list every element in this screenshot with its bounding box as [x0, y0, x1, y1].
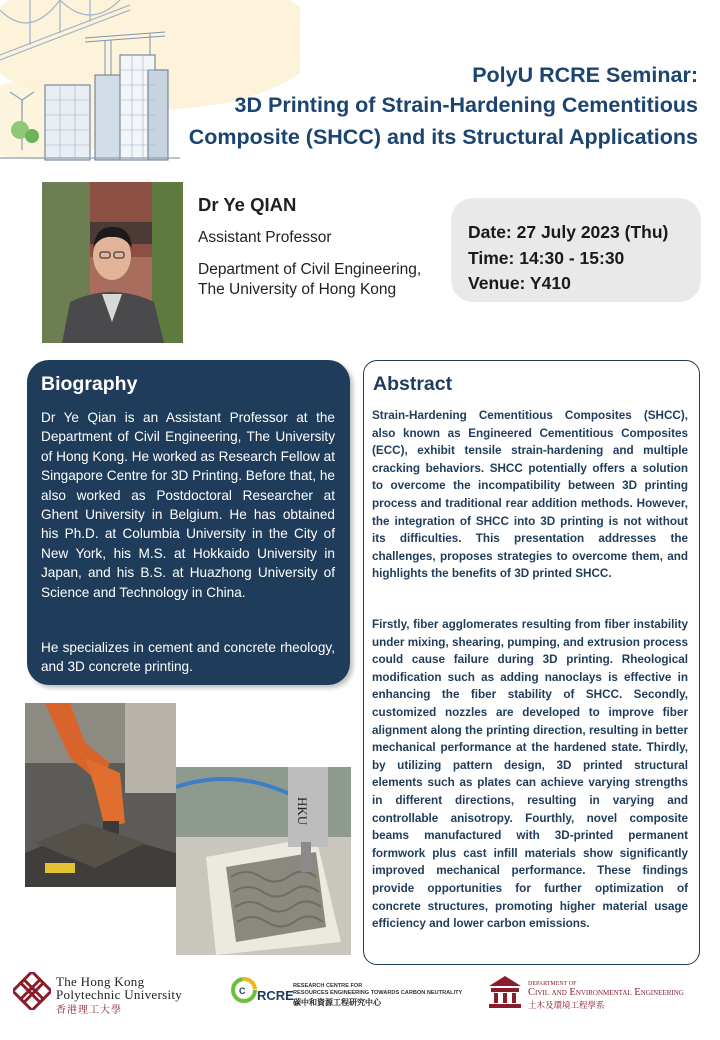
biography-panel	[27, 360, 350, 685]
rcre-abbrev: RCRE	[257, 988, 294, 1003]
seminar-title-line-2: 3D Printing of Strain-Hardening Cementitious	[234, 93, 698, 117]
speaker-photo	[42, 182, 183, 343]
svg-text:C: C	[239, 986, 246, 996]
cee-name-chinese: 土木及環境工程學系	[528, 1000, 605, 1010]
polyu-logo-icon	[13, 972, 51, 1010]
polyu-name-line1: The Hong Kong	[56, 974, 145, 989]
cee-name-line2: Civil and Environmental Engineering	[528, 987, 684, 998]
abstract-panel	[363, 360, 700, 965]
biography-paragraph-2: He specializes in cement and concrete rheology, and 3D concrete printing.	[41, 640, 335, 675]
event-info-box	[451, 198, 701, 302]
speaker-university: The University of Hong Kong	[198, 281, 397, 298]
event-venue: Venue: Y410	[468, 273, 571, 293]
seminar-title-line-3: Composite (SHCC) and its Structural Applications	[188, 125, 698, 149]
cee-logo-icon	[487, 974, 523, 1008]
biography-paragraph-1: Dr Ye Qian is an Assistant Professor at the Department of Civil Engineering, The University of Hong Kong. He worked as Research Fellow at Singapore Centre for 3D Printing. Before that, he also worked as Postdoctoral Researcher at Ghent University in Belgium. He has obtained his Ph.D. at Columbia University in the City of New York, his M.S. at Hokkaido University in Japan, and his B.S. at Huazhong University of Science and Technology in China.	[41, 410, 335, 600]
rcre-full-name-line2: RESOURCES ENGINEERING TOWARDS CARBON NEUTRALITY	[293, 990, 463, 996]
speaker-department: Department of Civil Engineering,	[198, 261, 422, 278]
event-date: Date: 27 July 2023 (Thu)	[468, 222, 669, 242]
abstract-paragraph-2: Firstly, fiber agglomerates resulting from fiber instability under mixing, shearing, pumping, and extrusion process could cause failure during 3D printing. Rheological modification such as adding nanoclays is effective in enhancing the fiber stability of SHCC. Secondly, customized nozzles are developed to improve fiber alignment along the printing direction, resulting in better mechanical performance at the hardened state. Thirdly, by utilizing pattern design, 3D printed structural elements such as plates can achieve varying strengths in different directions, resulting in varying and controllable anisotropy. Fourthly, novel composite beams manufactured with 3D-printed permanent formwork plus cast infill materials show significantly improved mechanical performance. These findings provide opportunities for further optimization of concrete structures, promoting higher material usage efficiency and lower carbon emissions.	[372, 618, 688, 931]
nozzle-label: HKU	[295, 797, 310, 826]
cee-name-line1: DEPARTMENT OF	[528, 981, 577, 987]
rcre-name-chinese: 碳中和資源工程研究中心	[293, 998, 381, 1007]
polyu-name-line2: Polytechnic University	[56, 987, 183, 1002]
event-time: Time: 14:30 - 15:30	[468, 248, 625, 268]
printed-plate-photo	[176, 767, 351, 955]
speaker-name: Dr Ye QIAN	[198, 194, 297, 215]
polyu-name-chinese: 香港理工大學	[56, 1005, 122, 1016]
speaker-position: Assistant Professor	[198, 229, 332, 246]
abstract-heading: Abstract	[373, 373, 453, 395]
seminar-title-line-1: PolyU RCRE Seminar:	[472, 63, 698, 87]
abstract-paragraph-1: Strain-Hardening Cementitious Composites (SHCC), also known as Engineered Cementitious Composites (ECC), exhibit tensile strain-hardening and multiple cracking behaviors. SHCC potentially offers a solution to overcome the incompatibility between 3D printing process and traditional rear addition methods. However, the integration of SHCC into 3D printing is not without its difficulties. This presentation addresses the challenges, proposes strategies to overcome them, and highlights the benefits of 3D printed SHCC.	[372, 409, 688, 581]
biography-heading: Biography	[41, 373, 138, 395]
robot-arm-photo	[25, 703, 176, 887]
rcre-full-name-line1: RESEARCH CENTRE FOR	[293, 983, 363, 989]
rcre-logo-icon	[229, 975, 259, 1005]
